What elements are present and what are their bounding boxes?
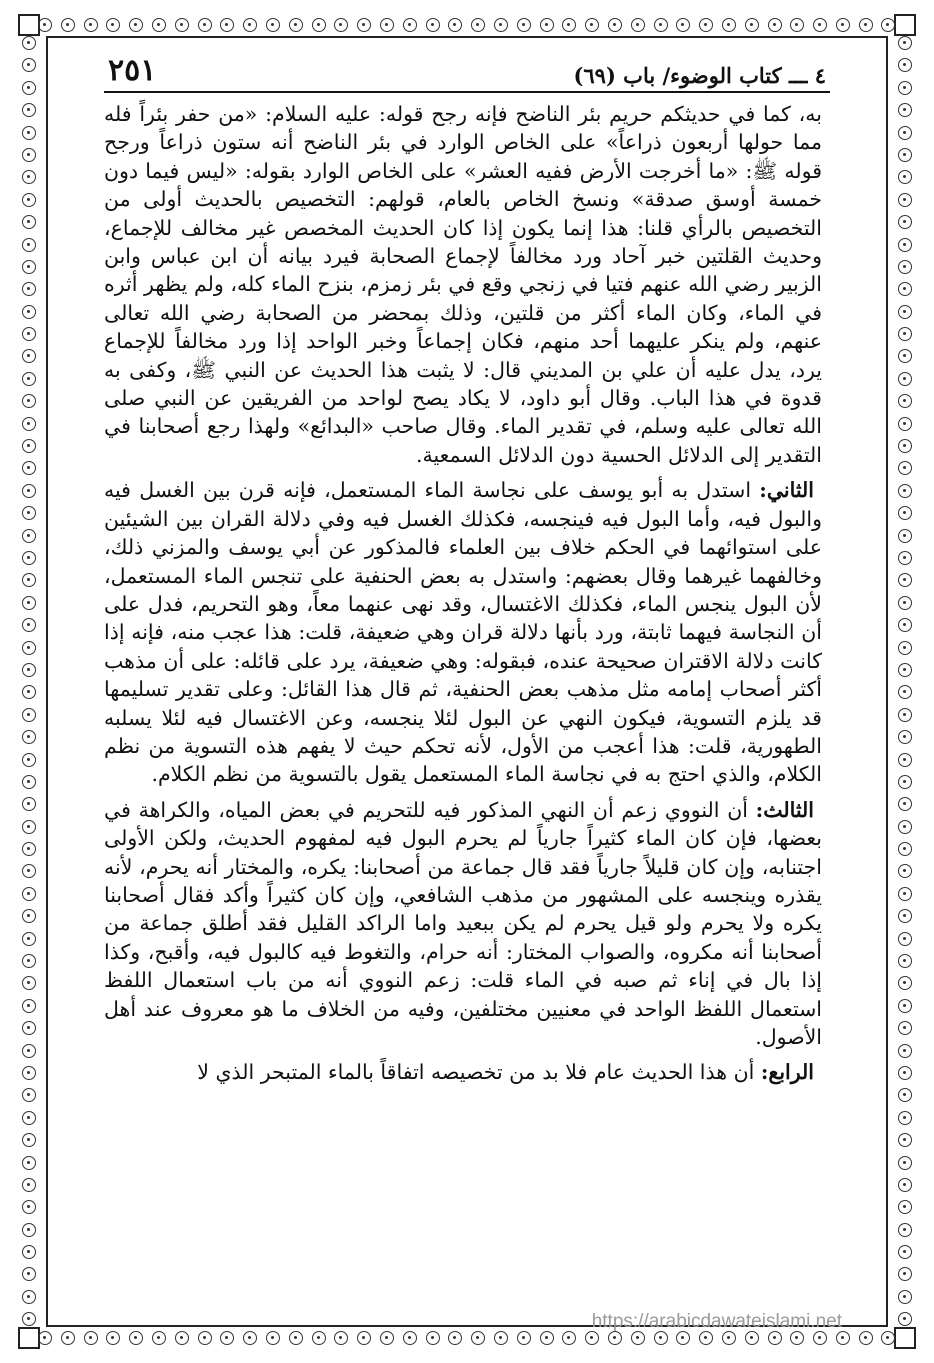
- border-ornament: [357, 18, 371, 32]
- border-ornament-left: [22, 36, 36, 1327]
- chapter-title: ٤ ـــ كتاب الوضوء/ باب (٦٩): [573, 63, 826, 88]
- border-ornament: [426, 1331, 440, 1345]
- border-ornament: [898, 103, 912, 117]
- border-ornament: [562, 18, 576, 32]
- section-lead: الثاني:: [759, 478, 814, 503]
- border-ornament: [898, 753, 912, 767]
- border-ornament: [175, 1331, 189, 1345]
- border-ornament: [22, 126, 36, 140]
- border-ornament: [836, 18, 850, 32]
- border-ornament: [22, 1066, 36, 1080]
- border-ornament: [152, 1331, 166, 1345]
- border-ornament: [745, 18, 759, 32]
- border-ornament: [898, 36, 912, 50]
- border-ornament: [585, 1331, 599, 1345]
- border-ornament: [22, 148, 36, 162]
- border-ornament: [289, 18, 303, 32]
- border-ornament: [266, 1331, 280, 1345]
- section-text: أن هذا الحديث عام فلا بد من تخصيصه اتفاقاً بالماء المتبحر الذي لا: [197, 1060, 755, 1085]
- border-ornament: [243, 1331, 257, 1345]
- border-ornament: [22, 573, 36, 587]
- border-ornament: [898, 215, 912, 229]
- border-ornament: [608, 1331, 622, 1345]
- border-ornament: [898, 1111, 912, 1125]
- border-ornament: [22, 1312, 36, 1326]
- border-ornament: [129, 18, 143, 32]
- border-ornament: [22, 417, 36, 431]
- border-ornament: [898, 618, 912, 632]
- border-ornament: [198, 1331, 212, 1345]
- border-ornament: [494, 1331, 508, 1345]
- border-ornament: [898, 529, 912, 543]
- border-line: [46, 36, 888, 38]
- border-ornament: [898, 461, 912, 475]
- border-ornament: [898, 394, 912, 408]
- border-ornament: [699, 1331, 713, 1345]
- border-ornament: [494, 18, 508, 32]
- border-ornament: [898, 1088, 912, 1102]
- border-ornament: [898, 305, 912, 319]
- border-ornament: [220, 1331, 234, 1345]
- border-ornament: [898, 1223, 912, 1237]
- border-ornament: [22, 1021, 36, 1035]
- border-ornament: [654, 1331, 668, 1345]
- border-ornament: [22, 349, 36, 363]
- border-ornament: [22, 58, 36, 72]
- border-ornament: [898, 842, 912, 856]
- border-ornament: [22, 193, 36, 207]
- border-ornament: [881, 1331, 895, 1345]
- border-ornament: [22, 1200, 36, 1214]
- border-ornament: [790, 1331, 804, 1345]
- border-ornament: [22, 1111, 36, 1125]
- border-ornament: [243, 18, 257, 32]
- border-ornament: [22, 529, 36, 543]
- border-ornament: [22, 1290, 36, 1304]
- border-ornament: [898, 730, 912, 744]
- border-ornament: [898, 148, 912, 162]
- border-ornament: [22, 1245, 36, 1259]
- border-ornament: [312, 18, 326, 32]
- border-ornament: [106, 18, 120, 32]
- border-ornament: [898, 193, 912, 207]
- border-ornament: [676, 18, 690, 32]
- border-ornament: [898, 663, 912, 677]
- border-ornament: [198, 18, 212, 32]
- border-ornament: [334, 1331, 348, 1345]
- border-ornament: [898, 887, 912, 901]
- border-ornament: [768, 1331, 782, 1345]
- border-ornament: [22, 439, 36, 453]
- border-ornament: [859, 1331, 873, 1345]
- border-ornament: [22, 372, 36, 386]
- border-ornament: [898, 1044, 912, 1058]
- border-ornament: [22, 864, 36, 878]
- border-ornament: [898, 1267, 912, 1281]
- section-text: أن النووي زعم أن النهي المذكور فيه للتحريم في بعض المياه، والكراهة في بعضها، فإن كان الماء كثيراً جارياً لم يحرم البول فيه لمفهوم الحديث، ولكن الأولى اجتنابه، وإن كان قليلاً جارياً فقد قال جماعة من أصحابنا: يكره، والمختار أنه يحرم، لأنه يقذره وينجسه على المشهور من مذهب الشافعي، وإن كان كثيراً وأكد فقال أصحابنا يكره ولا يحرم ولو قيل يحرم لم يكن ببعيد واما الراكد القليل فقد أطلق جماعة من أصحابنا أنه مكروه، والصواب المختار: أنه حرام، والتغوط فيه كالبول فيه، وأقبح، وكذا إذا بال في إناء ثم صبه في الماء قلت: زعم النووي أنه من باب استعمال اللفظ استعمال اللفظ الواحد في معنيين مختلفين، وفيه من الخلاف ما هو معروف عند أهل الأصول.: [104, 797, 822, 1049]
- border-ornament: [898, 1245, 912, 1259]
- border-ornament: [898, 864, 912, 878]
- border-ornament: [898, 932, 912, 946]
- border-ornament: [898, 954, 912, 968]
- border-ornament: [22, 81, 36, 95]
- border-ornament: [22, 596, 36, 610]
- border-ornament: [540, 1331, 554, 1345]
- border-ornament: [898, 349, 912, 363]
- border-ornament: [813, 18, 827, 32]
- border-ornament: [380, 1331, 394, 1345]
- border-ornament: [813, 1331, 827, 1345]
- border-ornament: [22, 1088, 36, 1102]
- border-ornament: [898, 1021, 912, 1035]
- border-ornament: [448, 1331, 462, 1345]
- border-ornament: [22, 36, 36, 50]
- border-ornament: [898, 596, 912, 610]
- border-ornament: [898, 909, 912, 923]
- border-ornament: [898, 238, 912, 252]
- page-body: [104, 100, 822, 1087]
- watermark-url: https://arabicdawateislami.net: [591, 1311, 842, 1332]
- border-ornament: [38, 18, 52, 32]
- border-corner: [894, 1327, 916, 1349]
- intro-paragraph: به، كما في حديثكم حريم بئر الناضح فإنه رجح قوله: عليه السلام: «من حفر بئراً فله مما حولها أربعون ذراعاً» على الخاص الوارد في بئر الناضح أنه ستون ذراعاً ورجح قوله ﷺ: «ما أخرجت الأرض ففيه العشر» على الخاص الوارد بقوله: «ليس فيما دون خمسة أوسق صدقة» ونسخ الخاص بالعام، قولهم: التخصيص بالحديث أولى من التخصيص بالرأي قلنا: هذا إنما يكون إذا كان الحديث المخصص غير مخالف للإجماع، وحديث القلتين خبر آحاد ورد مخالفاً لإجماع الصحابة فيرد بيانه أن ابن عباس وابن الزبير رضي الله عنهم فتيا في زنجي وقع في بئر زمزم، بنزح الماء كله، ولم يظهر أثره في الماء، وكان الماء أكثر من قلتين، وذلك بمحضر من الصحابة رضي الله تعالى عنهم، ولم ينكر عليهما أحد منهم، فكان إجماعاً وخبر الواحد إذا ورد مخالفاً للإجماع يرد، يدل عليه أن علي بن المديني قال: لا يثبت هذا الحديث عن النبي ﷺ، وكفى به قدوة في هذا الباب. وقال أبو داود، لا يكاد يصح لواحد من الفريقين عن النبي صلى الله تعالى عليه وسلم، في تقدير الماء. وقال صاحب «البدائع» ولهذا رجع أصحابنا في التقدير إلى الدلائل الحسية دون الدلائل السمعية.: [104, 102, 822, 467]
- border-ornament: [898, 708, 912, 722]
- page-header: [108, 48, 826, 88]
- border-corner: [18, 14, 40, 36]
- border-corner: [894, 14, 916, 36]
- border-ornament: [22, 909, 36, 923]
- border-ornament: [517, 18, 531, 32]
- border-ornament: [898, 775, 912, 789]
- border-ornament: [898, 417, 912, 431]
- border-ornament: [898, 1156, 912, 1170]
- border-ornament: [22, 551, 36, 565]
- border-ornament: [898, 1066, 912, 1080]
- border-ornament: [654, 18, 668, 32]
- border-ornament: [22, 260, 36, 274]
- border-ornament: [722, 1331, 736, 1345]
- border-ornament: [898, 685, 912, 699]
- section-paragraph: [104, 796, 822, 1052]
- border-line: [886, 36, 888, 1327]
- border-ornament: [898, 551, 912, 565]
- border-ornament: [608, 18, 622, 32]
- border-ornament: [881, 18, 895, 32]
- border-ornament: [898, 1133, 912, 1147]
- section-text: استدل به أبو يوسف على نجاسة الماء المستعمل، فإنه قرن بين الغسل فيه والبول فيه، وأما البول فيه فينجسه، فكذلك الغسل فيه وفي دلالة القران بين الشيئين على استوائهما في الحكم خلاف بين العلماء فالمذكور عن أبي يوسف والمزني ذلك، وخالفهما غيرهما وقال بعضهم: واستدل به بعض الحنفية على تنجس الماء المستعمل، لأن البول ينجس الماء، فكذلك الاغتسال، وقد نهى عنهما معاً، وهو التحريم، فدل على أن النجاسة فيهما ثابتة، ورد بأنها دلالة قران وهي ضعيفة، قلت: هذا عجب منه، فإنه إذا كانت دلالة الاقتران صحيحة عنده، فبقوله: وهي ضعيفة، يرد على قائله: على أن مذهب أكثر أصحاب إمامه مثل مذهب بعض الحنفية، ثم قال هذا القائل: وعلى تقدير تسليمها قد يلزم التسوية، فيكون النهي عن البول لئلا ينجسه، وعن الاغتسال فيه لئلا يسلبه الطهورية، قلت: هذا أعجب من الأول، لأنه تحكم حيث لا يفهم هذه التسوية من نظم الكلام، والذي احتج به في نجاسة الماء المستعمل يقول بالتسوية من نظم الكلام.: [104, 478, 822, 787]
- border-ornament: [517, 1331, 531, 1345]
- border-ornament: [722, 18, 736, 32]
- page-number: ٢٥١: [108, 53, 157, 88]
- border-ornament: [22, 327, 36, 341]
- border-ornament: [426, 18, 440, 32]
- border-ornament: [898, 1200, 912, 1214]
- border-ornament: [152, 18, 166, 32]
- border-ornament: [898, 484, 912, 498]
- border-ornament: [312, 1331, 326, 1345]
- border-ornament: [898, 1312, 912, 1326]
- border-ornament: [790, 18, 804, 32]
- border-ornament: [22, 170, 36, 184]
- border-ornament: [859, 18, 873, 32]
- border-ornament: [289, 1331, 303, 1345]
- border-ornament: [898, 820, 912, 834]
- border-ornament: [22, 641, 36, 655]
- border-ornament: [22, 1044, 36, 1058]
- border-ornament: [22, 1223, 36, 1237]
- border-ornament: [266, 18, 280, 32]
- border-ornament: [898, 797, 912, 811]
- border-ornament: [22, 484, 36, 498]
- border-ornament: [22, 663, 36, 677]
- border-ornament: [898, 170, 912, 184]
- border-ornament: [768, 18, 782, 32]
- border-ornament: [898, 372, 912, 386]
- border-ornament: [403, 1331, 417, 1345]
- border-ornament: [84, 18, 98, 32]
- border-line: [46, 36, 48, 1327]
- border-ornament: [562, 1331, 576, 1345]
- border-ornament: [22, 1133, 36, 1147]
- border-ornament: [22, 238, 36, 252]
- border-ornament: [22, 932, 36, 946]
- border-ornament: [22, 215, 36, 229]
- border-ornament: [22, 685, 36, 699]
- border-ornament: [898, 641, 912, 655]
- border-ornament: [22, 708, 36, 722]
- border-ornament: [22, 820, 36, 834]
- border-ornament: [699, 18, 713, 32]
- border-ornament: [676, 1331, 690, 1345]
- border-ornament: [898, 506, 912, 520]
- border-ornament: [898, 976, 912, 990]
- border-ornament: [403, 18, 417, 32]
- header-divider: [104, 91, 830, 93]
- border-ornament-right: [898, 36, 912, 1327]
- border-ornament: [836, 1331, 850, 1345]
- border-ornament: [22, 1178, 36, 1192]
- border-ornament: [448, 18, 462, 32]
- section-lead: الرابع:: [760, 1060, 814, 1085]
- border-ornament: [898, 439, 912, 453]
- border-ornament: [357, 1331, 371, 1345]
- border-ornament: [22, 999, 36, 1013]
- border-ornament: [22, 1267, 36, 1281]
- border-ornament: [22, 730, 36, 744]
- border-ornament-bottom: [38, 1331, 896, 1345]
- border-ornament: [898, 1290, 912, 1304]
- border-ornament: [22, 887, 36, 901]
- section-paragraph: [104, 1058, 822, 1086]
- border-ornament: [175, 18, 189, 32]
- border-ornament: [22, 775, 36, 789]
- section-lead: الثالث:: [755, 797, 814, 822]
- border-ornament: [22, 282, 36, 296]
- border-ornament: [22, 954, 36, 968]
- border-ornament: [898, 260, 912, 274]
- border-ornament: [334, 18, 348, 32]
- border-ornament: [898, 282, 912, 296]
- border-ornament: [84, 1331, 98, 1345]
- border-ornament: [898, 58, 912, 72]
- border-ornament: [22, 103, 36, 117]
- border-ornament: [898, 999, 912, 1013]
- border-ornament: [22, 461, 36, 475]
- border-ornament: [631, 1331, 645, 1345]
- border-ornament: [471, 18, 485, 32]
- border-ornament: [898, 81, 912, 95]
- border-ornament: [22, 394, 36, 408]
- border-ornament: [106, 1331, 120, 1345]
- border-ornament: [22, 753, 36, 767]
- border-ornament: [380, 18, 394, 32]
- border-ornament: [61, 18, 75, 32]
- border-ornament: [745, 1331, 759, 1345]
- border-ornament: [22, 976, 36, 990]
- border-ornament: [898, 126, 912, 140]
- border-ornament: [898, 327, 912, 341]
- border-ornament: [631, 18, 645, 32]
- border-ornament: [471, 1331, 485, 1345]
- border-ornament: [540, 18, 554, 32]
- border-ornament: [38, 1331, 52, 1345]
- border-ornament: [22, 305, 36, 319]
- border-ornament: [61, 1331, 75, 1345]
- border-corner: [18, 1327, 40, 1349]
- border-ornament: [22, 618, 36, 632]
- border-ornament: [22, 1156, 36, 1170]
- border-ornament: [585, 18, 599, 32]
- border-ornament: [22, 506, 36, 520]
- section-paragraph: [104, 476, 822, 788]
- border-ornament: [898, 1178, 912, 1192]
- border-ornament: [22, 797, 36, 811]
- border-ornament: [220, 18, 234, 32]
- border-ornament: [129, 1331, 143, 1345]
- border-ornament-top: [38, 18, 896, 32]
- border-ornament: [22, 842, 36, 856]
- border-ornament: [898, 573, 912, 587]
